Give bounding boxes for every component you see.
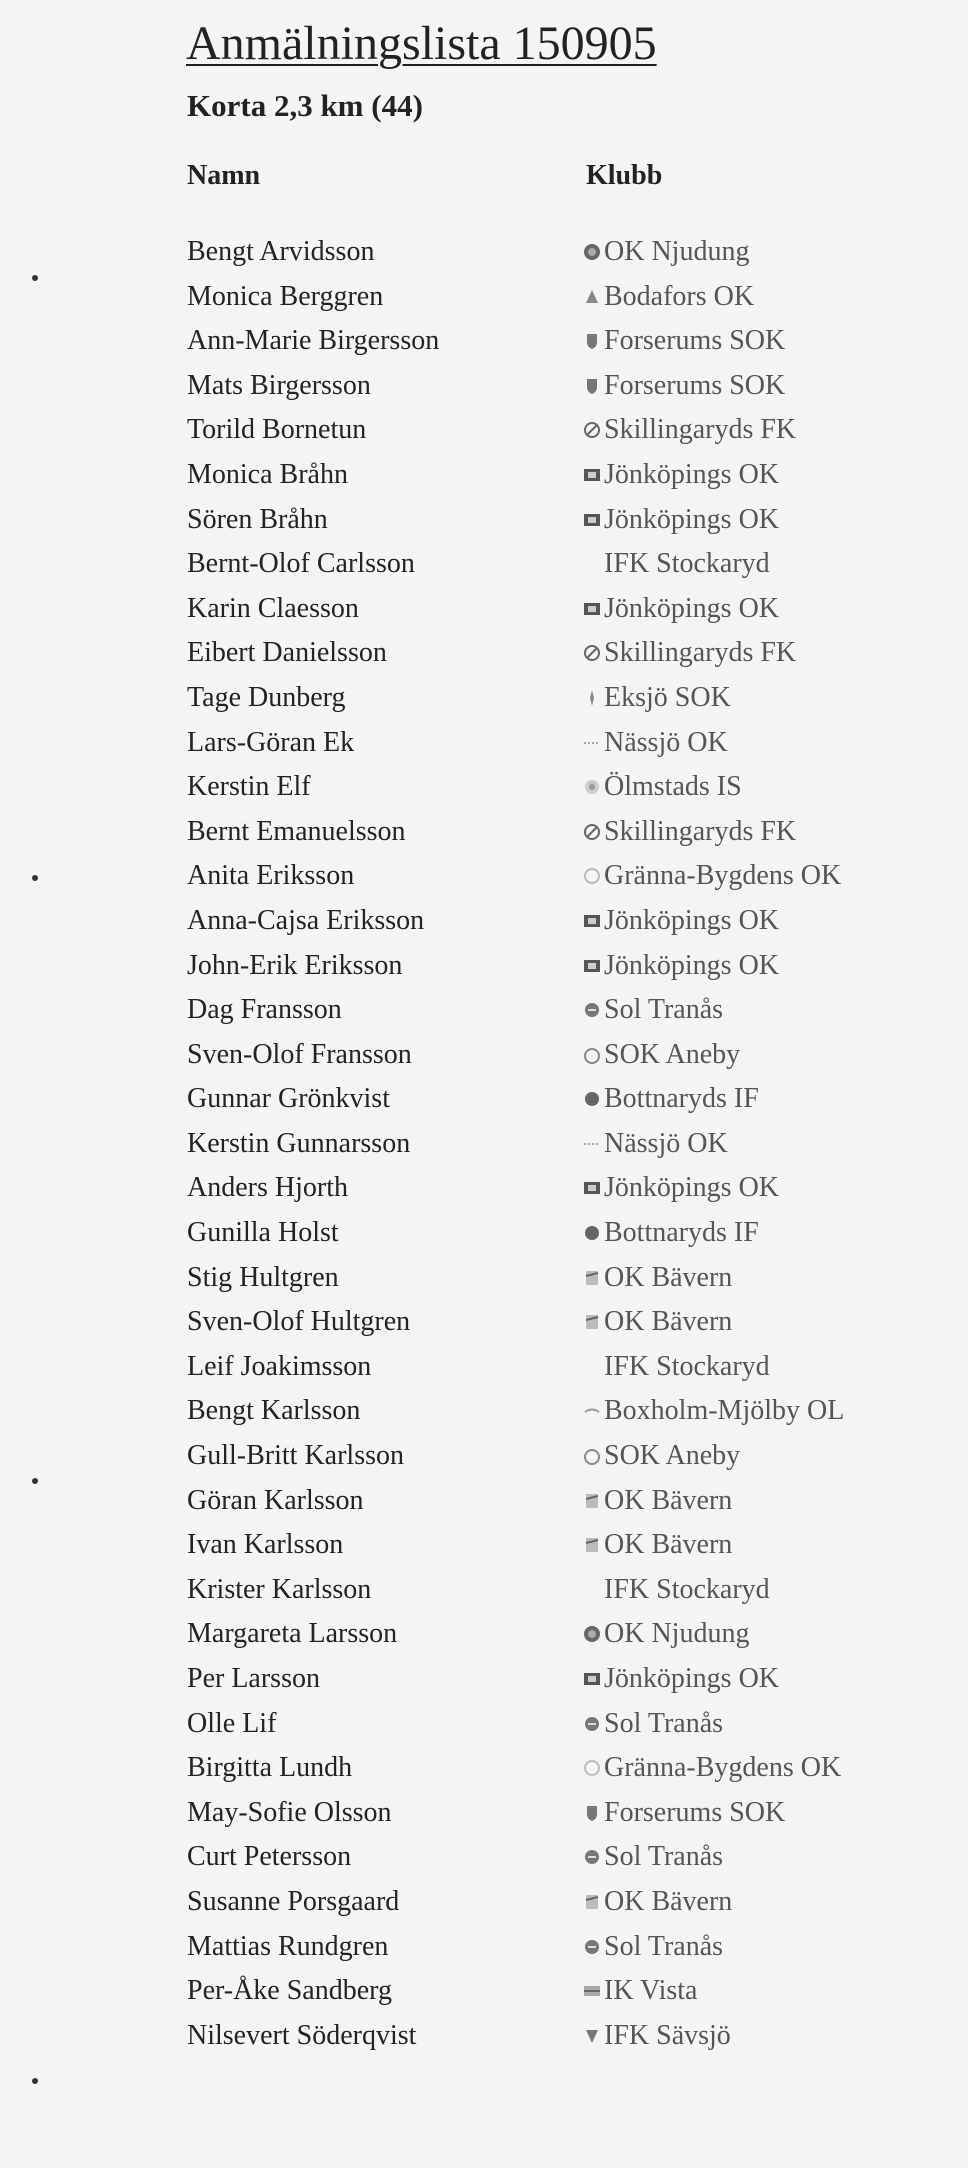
participant-name: Ivan Karlsson	[187, 1529, 344, 1561]
list-item	[0, 1925, 968, 1970]
participant-club	[582, 944, 779, 988]
list-item	[0, 319, 968, 364]
punch-hole-mark	[32, 275, 38, 281]
empty-logo-slot	[582, 1580, 602, 1600]
sok-aneby-logo-icon	[582, 1045, 602, 1065]
participant-club	[582, 1389, 844, 1433]
sol-tranas-logo-icon	[582, 1714, 602, 1734]
participant-name: Tage Dunberg	[187, 681, 346, 713]
ok-njudung-logo-icon	[582, 242, 602, 262]
club-name: Jönköpings OK	[604, 1663, 780, 1694]
list-item	[0, 1389, 968, 1434]
participant-club	[582, 1835, 723, 1879]
participant-club	[582, 1523, 732, 1567]
participant-name: Bengt Arvidsson	[187, 236, 375, 267]
eksjo-sok-logo-icon	[582, 688, 602, 708]
participant-club	[582, 676, 731, 720]
participant-club	[582, 1434, 740, 1478]
participant-club	[582, 319, 785, 363]
club-name: Skillingaryds FK	[604, 414, 797, 446]
participant-club	[582, 765, 742, 809]
list-item	[0, 1122, 968, 1167]
club-name: IFK Stockaryd	[604, 1573, 770, 1605]
jonkopings-ok-logo-icon	[582, 956, 602, 976]
participant-club	[582, 1568, 770, 1612]
participant-club	[582, 408, 796, 452]
jonkopings-ok-logo-icon	[582, 1669, 602, 1689]
participant-name: Margareta Larsson	[187, 1618, 398, 1650]
participant-name: Bernt-Olof Carlsson	[187, 548, 415, 580]
ok-bavern-logo-icon	[582, 1268, 602, 1288]
jonkopings-ok-logo-icon	[582, 599, 602, 619]
club-name: IFK Stockaryd	[604, 548, 770, 580]
club-name: OK Bävern	[604, 1306, 733, 1338]
club-name: OK Bävern	[604, 1484, 733, 1516]
list-item	[0, 1612, 968, 1657]
participant-club	[582, 1612, 749, 1656]
list-item	[0, 453, 968, 498]
participant-name: Kerstin Elf	[187, 771, 311, 803]
empty-logo-slot	[582, 1357, 602, 1377]
list-item	[0, 230, 968, 275]
jonkopings-ok-logo-icon	[582, 465, 602, 485]
participant-name: Gunilla Holst	[187, 1217, 339, 1249]
participant-name: Gull-Britt Karlsson	[187, 1440, 404, 1472]
club-name: Gränna-Bygdens OK	[604, 860, 842, 892]
ok-bavern-logo-icon	[582, 1535, 602, 1555]
participant-list	[0, 230, 968, 2058]
nassjo-ok-logo-icon	[582, 1134, 602, 1154]
column-header-club: Klubb	[586, 160, 663, 191]
club-name: OK Bävern	[604, 1529, 733, 1561]
club-name: Sol Tranås	[604, 994, 724, 1026]
participant-club	[582, 1702, 723, 1746]
boxholm-mjolby-ol-logo-icon	[582, 1401, 602, 1421]
participant-name: Per Larsson	[187, 1663, 320, 1694]
list-item	[0, 1345, 968, 1390]
list-item	[0, 408, 968, 453]
participant-club	[582, 542, 770, 586]
club-name: Forserums SOK	[604, 1796, 786, 1828]
list-item	[0, 364, 968, 409]
participant-name: Dag Fransson	[187, 994, 342, 1026]
club-name: Jönköpings OK	[604, 503, 780, 535]
list-item	[0, 1033, 968, 1078]
participant-club	[582, 1211, 759, 1255]
list-item	[0, 1835, 968, 1880]
club-name: Gränna-Bygdens OK	[604, 1752, 842, 1784]
column-header-name: Namn	[187, 160, 261, 191]
club-name: Nässjö OK	[604, 1127, 728, 1159]
participant-name: Kerstin Gunnarsson	[187, 1127, 411, 1159]
participant-name: Mats Birgersson	[187, 369, 371, 401]
jonkopings-ok-logo-icon	[582, 911, 602, 931]
club-name: SOK Aneby	[604, 1038, 741, 1070]
club-name: OK Bävern	[604, 1261, 733, 1293]
participant-name: Eibert Danielsson	[187, 637, 387, 669]
club-name: Eksjö SOK	[604, 681, 731, 713]
list-item	[0, 944, 968, 989]
punch-hole-mark	[32, 1478, 38, 1484]
participant-name: Göran Karlsson	[187, 1484, 364, 1516]
participant-club	[582, 1166, 779, 1210]
participant-name: Sven-Olof Hultgren	[187, 1306, 411, 1338]
participant-club	[582, 899, 779, 943]
participant-name: Sören Bråhn	[187, 503, 328, 535]
participant-club	[582, 1122, 728, 1166]
participant-club	[582, 1791, 785, 1835]
participant-name: Torild Bornetun	[187, 414, 367, 446]
list-item	[0, 631, 968, 676]
participant-name: Per-Åke Sandberg	[187, 1975, 392, 2007]
club-name: Ölmstads IS	[604, 771, 742, 803]
forserums-sok-logo-icon	[582, 376, 602, 396]
participant-club	[582, 1925, 723, 1969]
participant-name: Olle Lif	[187, 1707, 277, 1739]
participant-name: Leif Joakimsson	[187, 1350, 372, 1382]
club-name: Jönköpings OK	[604, 904, 780, 936]
participant-name: Mattias Rundgren	[187, 1930, 389, 1962]
participant-name: Curt Petersson	[187, 1841, 352, 1873]
club-name: Jönköpings OK	[604, 949, 780, 981]
participant-club	[582, 587, 779, 631]
participant-club	[582, 1969, 697, 2013]
list-item	[0, 1702, 968, 1747]
list-item	[0, 854, 968, 899]
participant-name: Monica Bråhn	[187, 458, 348, 490]
list-item	[0, 988, 968, 1033]
participant-club	[582, 1880, 732, 1924]
participant-club	[582, 275, 754, 319]
participant-name: Gunnar Grönkvist	[187, 1083, 390, 1115]
skillingaryds-fk-logo-icon	[582, 420, 602, 440]
participant-club	[582, 1479, 732, 1523]
participant-name: Stig Hultgren	[187, 1261, 339, 1293]
bottnaryds-if-logo-icon	[582, 1089, 602, 1109]
participant-club	[582, 498, 779, 542]
jonkopings-ok-logo-icon	[582, 510, 602, 530]
participant-club	[582, 810, 796, 854]
page-title: Anmälningslista 150905	[186, 17, 657, 70]
participant-club	[582, 230, 749, 274]
participant-name: Monica Berggren	[187, 280, 384, 312]
list-item	[0, 1300, 968, 1345]
participant-club	[582, 2014, 731, 2058]
participant-club	[582, 1345, 770, 1389]
bottnaryds-if-logo-icon	[582, 1223, 602, 1243]
list-item	[0, 676, 968, 721]
club-name: Nässjö OK	[604, 726, 728, 758]
list-item	[0, 1523, 968, 1568]
list-item	[0, 1479, 968, 1524]
ok-bavern-logo-icon	[582, 1491, 602, 1511]
list-item	[0, 1568, 968, 1613]
participant-club	[582, 1033, 740, 1077]
club-name: Jönköpings OK	[604, 1172, 780, 1204]
participant-club	[582, 631, 796, 675]
participant-club	[582, 1256, 732, 1300]
sol-tranas-logo-icon	[582, 1937, 602, 1957]
list-item	[0, 1166, 968, 1211]
participant-name: Lars-Göran Ek	[187, 726, 355, 758]
club-name: IFK Stockaryd	[604, 1350, 770, 1382]
club-name: OK Njudung	[604, 1618, 750, 1650]
skillingaryds-fk-logo-icon	[582, 643, 602, 663]
list-item	[0, 2014, 968, 2059]
club-name: Skillingaryds FK	[604, 815, 797, 847]
participant-name: Susanne Porsgaard	[187, 1885, 400, 1917]
club-name: Bottnaryds IF	[604, 1083, 759, 1115]
ok-bavern-logo-icon	[582, 1312, 602, 1332]
list-item	[0, 721, 968, 766]
participant-name: Sven-Olof Fransson	[187, 1038, 412, 1070]
participant-name: Bengt Karlsson	[187, 1395, 361, 1427]
club-name: Sol Tranås	[604, 1707, 724, 1739]
club-name: OK Bävern	[604, 1885, 733, 1917]
participant-club	[582, 364, 785, 408]
participant-name: John-Erik Eriksson	[187, 949, 403, 981]
club-name: Sol Tranås	[604, 1841, 724, 1873]
forserums-sok-logo-icon	[582, 1803, 602, 1823]
ik-vista-logo-icon	[582, 1981, 602, 2001]
bodafors-ok-logo-icon	[582, 287, 602, 307]
participant-club	[582, 721, 728, 765]
participant-club	[582, 453, 779, 497]
list-item	[0, 542, 968, 587]
club-name: Forserums SOK	[604, 369, 786, 401]
participant-club	[582, 1657, 779, 1701]
punch-hole-mark	[32, 2078, 38, 2084]
club-name: Jönköpings OK	[604, 458, 780, 490]
club-name: Bodafors OK	[604, 280, 755, 312]
ok-bavern-logo-icon	[582, 1892, 602, 1912]
nassjo-ok-logo-icon	[582, 733, 602, 753]
ifk-savsjo-logo-icon	[582, 2026, 602, 2046]
club-name: Sol Tranås	[604, 1930, 724, 1962]
club-name: Skillingaryds FK	[604, 637, 797, 669]
club-name: Boxholm-Mjölby OL	[604, 1395, 845, 1427]
list-item	[0, 1791, 968, 1836]
participant-club	[582, 988, 723, 1032]
granna-bygdens-ok-logo-icon	[582, 866, 602, 886]
jonkopings-ok-logo-icon	[582, 1178, 602, 1198]
olmstads-is-logo-icon	[582, 777, 602, 797]
sol-tranas-logo-icon	[582, 1847, 602, 1867]
list-item	[0, 1657, 968, 1702]
participant-club	[582, 1077, 759, 1121]
list-item	[0, 1746, 968, 1791]
participant-name: Bernt Emanuelsson	[187, 815, 406, 847]
forserums-sok-logo-icon	[582, 331, 602, 351]
page-subtitle: Korta 2,3 km (44)	[187, 88, 423, 123]
participant-name: Ann-Marie Birgersson	[187, 325, 440, 357]
list-item	[0, 1256, 968, 1301]
list-item	[0, 1969, 968, 2014]
empty-logo-slot	[582, 554, 602, 574]
club-name: OK Njudung	[604, 236, 750, 267]
club-name: SOK Aneby	[604, 1440, 741, 1472]
participant-name: Krister Karlsson	[187, 1573, 372, 1605]
participant-club	[582, 1300, 732, 1344]
list-item	[0, 498, 968, 543]
list-item	[0, 765, 968, 810]
punch-hole-mark	[32, 875, 38, 881]
ok-njudung-logo-icon	[582, 1624, 602, 1644]
club-name: IFK Sävsjö	[604, 2019, 731, 2051]
club-name: Jönköpings OK	[604, 592, 780, 624]
list-item	[0, 275, 968, 320]
granna-bygdens-ok-logo-icon	[582, 1758, 602, 1778]
participant-name: Karin Claesson	[187, 592, 359, 624]
participant-name: Anders Hjorth	[187, 1172, 348, 1204]
sol-tranas-logo-icon	[582, 1000, 602, 1020]
list-item	[0, 1211, 968, 1256]
list-item	[0, 587, 968, 632]
participant-club	[582, 854, 841, 898]
list-item	[0, 810, 968, 855]
participant-name: May-Sofie Olsson	[187, 1796, 392, 1828]
list-item	[0, 899, 968, 944]
participant-name: Birgitta Lundh	[187, 1752, 353, 1784]
list-item	[0, 1880, 968, 1925]
club-name: Forserums SOK	[604, 325, 786, 357]
skillingaryds-fk-logo-icon	[582, 822, 602, 842]
list-item	[0, 1077, 968, 1122]
list-item	[0, 1434, 968, 1479]
sok-aneby-logo-icon	[582, 1446, 602, 1466]
club-name: Bottnaryds IF	[604, 1217, 759, 1249]
participant-name: Anna-Cajsa Eriksson	[187, 904, 425, 936]
participant-club	[582, 1746, 841, 1790]
participant-name: Nilsevert Söderqvist	[187, 2019, 417, 2051]
participant-name: Anita Eriksson	[187, 860, 355, 892]
club-name: IK Vista	[604, 1975, 698, 2007]
